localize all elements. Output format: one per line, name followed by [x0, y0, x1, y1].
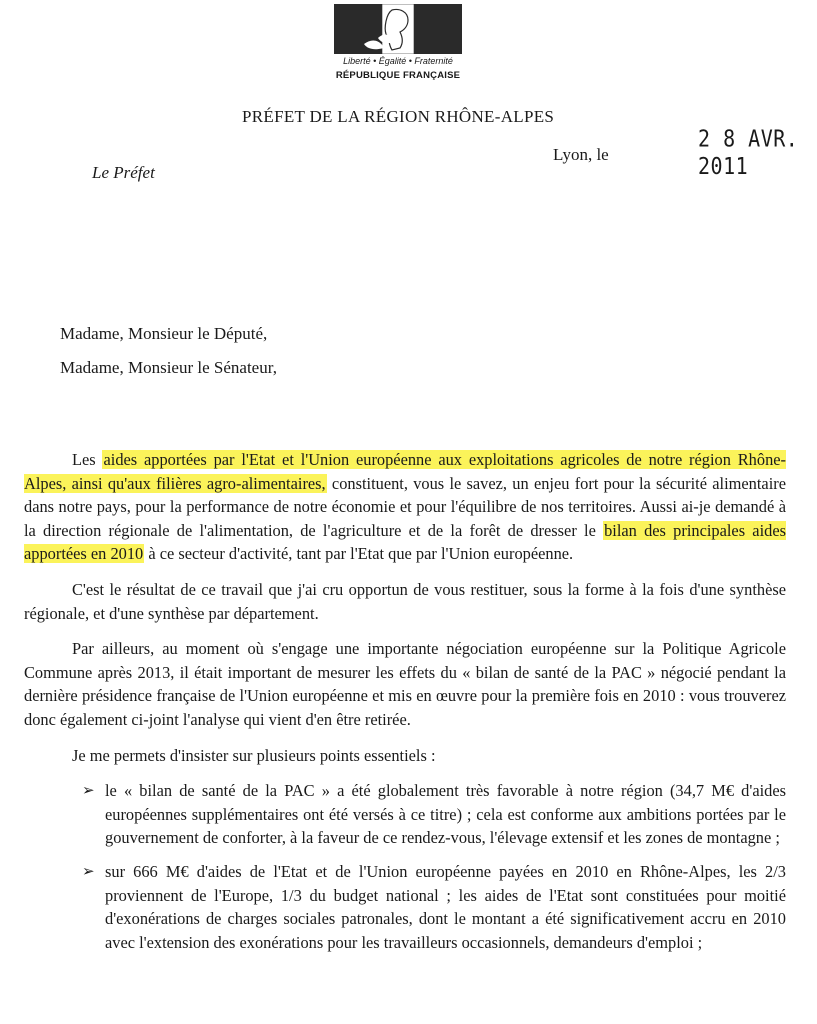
recipient-line-senator: Madame, Monsieur le Sénateur,	[60, 358, 277, 377]
highlighted-text-aids: aides apportées par l'Etat et l'Union européenne aux exploitations agricoles de notre région Rhône-Alpes, ainsi qu'aux filières agro-alimentaires,	[24, 450, 786, 493]
list-item	[24, 860, 786, 954]
paragraph-text: à ce secteur d'activité, tant par l'Etat que par l'Union européenne.	[144, 544, 574, 564]
republique-francaise-logo	[328, 4, 468, 84]
highlighted-text-bilan: bilan des principales aides apportées en 2010	[24, 520, 786, 564]
arrow-bullet-icon: ➢	[82, 781, 95, 800]
key-points-list	[24, 779, 786, 954]
paragraph-text: constituent, vous le savez, un enjeu fort pour la sécurité alimentaire dans notre pays, pour la performance de notre économie et pour l'équilibre de nos territoires. Aussi ai-je demandé à la direction régionale de l'alimentation, de l'agriculture et de la forêt de dresser le	[24, 473, 786, 540]
paragraph-pac-negotiation: Par ailleurs, au moment où s'engage une importante négociation européenne sur la Politique Agricole Commune après 2013, il était important de mesurer les effets du « bilan de santé de la PAC » négocié pendant la dernière présidence française de l'Union européenne et mis en œuvre pour la première fois en 2010 : vous trouverez donc également ci-joint l'analyse qui vient d'en être retirée.	[24, 639, 786, 729]
paragraph-key-points-intro: Je me permets d'insister sur plusieurs points essentiels :	[72, 745, 436, 765]
letter-body	[24, 448, 786, 964]
paragraph-text: Les	[72, 450, 103, 469]
list-item	[24, 779, 786, 850]
paragraph-aids-overview	[24, 448, 786, 566]
prefect-title: PRÉFET DE LA RÉGION RHÔNE-ALPES	[242, 107, 555, 126]
motto-text: Liberté • Égalité • Fraternité	[343, 56, 453, 66]
list-item-text: sur 666 M€ d'aides de l'Etat et de l'Union européenne payées en 2010 en Rhône-Alpes, les 2/3 proviennent de l'Europe, 1/3 du budget national ; les aides de l'Etat sont constituées pour moitié d'exonérations de charges sociales patronales, dont le montant a été significativement accru en 2010 avec l'extension des exonérations pour les travailleurs occasionnels, demandeurs d'emploi ;	[105, 861, 786, 952]
recipient-line-deputy: Madame, Monsieur le Député,	[60, 324, 268, 343]
list-item-text: le « bilan de santé de la PAC » a été globalement très favorable à notre région (34,7 M€ d'aides européennes supplémentaires ont été versés à ce titre) ; cela est conforme aux ambitions portées par le gouvernement de conforter, à la faveur de ce rendez-vous, l'élevage extensif et les zones de montagne ;	[105, 781, 786, 848]
paragraph-synthesis: C'est le résultat de ce travail que j'ai cru opportun de vous restituer, sous la forme à la fois d'une synthèse régionale, et d'une synthèse par département.	[24, 579, 786, 623]
marianne-emblem-icon	[334, 4, 462, 54]
place-of-writing: Lyon, le	[553, 145, 609, 164]
date-stamp: 2 8 AVR. 2011	[698, 124, 799, 180]
republique-francaise-text: RÉPUBLIQUE FRANÇAISE	[335, 70, 461, 81]
signatory: Le Préfet	[92, 163, 155, 182]
arrow-bullet-icon: ➢	[82, 861, 95, 880]
